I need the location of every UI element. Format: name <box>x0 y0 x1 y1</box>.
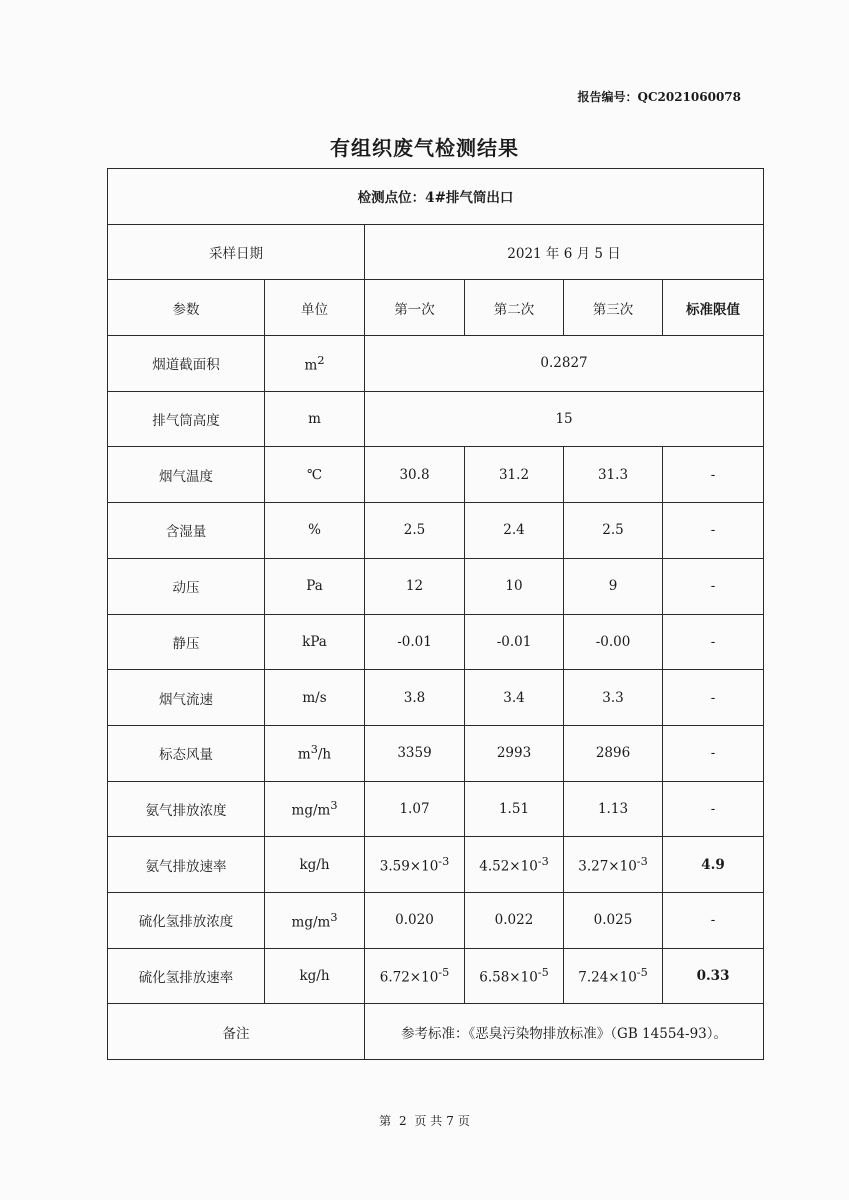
value-cell-3-sup: -3 <box>636 854 648 868</box>
limit-cell <box>663 614 764 670</box>
param-cell <box>108 558 265 614</box>
unit-cell-tail: /h <box>317 746 332 763</box>
value-cell-1 <box>365 670 465 726</box>
table-row <box>108 447 764 503</box>
unit-cell: m <box>265 391 365 447</box>
footer-prefix: 第 <box>379 1114 392 1128</box>
value-cell-2 <box>465 503 564 559</box>
limit-cell <box>663 670 764 726</box>
value-cell-2-text: 1.51 <box>498 800 530 817</box>
value-cell-2 <box>465 892 564 948</box>
param-cell-text: 静压 <box>172 635 200 652</box>
unit-cell-text: ℃ <box>306 466 323 483</box>
param-cell-text: 氨气排放速率 <box>145 858 227 875</box>
limit-cell-text: - <box>710 745 716 762</box>
limit-cell-text: - <box>710 522 716 539</box>
col-header: 第二次 <box>465 280 564 336</box>
limit-cell <box>663 837 764 893</box>
unit-cell-text: mg/m <box>291 914 331 931</box>
param-cell-text: 烟气流速 <box>159 691 213 708</box>
col-header-limit: 标准限值 <box>663 280 764 336</box>
unit-cell <box>265 503 365 559</box>
param-cell <box>108 948 265 1004</box>
value-cell-3 <box>564 725 663 781</box>
value-cell-1-text: 0.020 <box>395 912 434 929</box>
limit-cell-text: - <box>710 912 716 929</box>
param-cell <box>108 670 265 726</box>
limit-cell-text: 4.9 <box>701 856 725 873</box>
param-cell <box>108 725 265 781</box>
value-cell-2-text: -0.01 <box>496 633 532 650</box>
value-cell-2 <box>465 948 564 1004</box>
value-cell-3-text: -0.00 <box>595 633 631 650</box>
footer-page: 2 <box>398 1114 407 1128</box>
value-cell-3 <box>564 558 663 614</box>
limit-cell <box>663 725 764 781</box>
unit-cell-text: m <box>297 746 311 763</box>
unit-sup: 2 <box>317 353 325 367</box>
value-cell-2-text: 31.2 <box>498 466 530 483</box>
col-header: 参数 <box>108 280 265 336</box>
value-cell-2 <box>465 781 564 837</box>
value-cell-1 <box>365 837 465 893</box>
location-row <box>108 169 764 225</box>
param-cell-text: 硫化氢排放速率 <box>138 969 234 986</box>
param-cell <box>108 503 265 559</box>
param-cell-text: 动压 <box>172 580 200 597</box>
limit-cell-text: - <box>710 689 716 706</box>
value-cell-1-text: 3.59×10 <box>379 858 439 875</box>
limit-cell <box>663 503 764 559</box>
table-row <box>108 558 764 614</box>
unit-cell <box>265 614 365 670</box>
unit-cell-sup: 3 <box>330 799 338 813</box>
date-label: 采样日期 <box>108 224 365 280</box>
value-cell-1-sup: -5 <box>438 966 450 980</box>
table-row <box>108 336 764 392</box>
value-cell-2 <box>465 614 564 670</box>
value-cell-2-text: 10 <box>505 578 523 595</box>
value-cell-3 <box>564 670 663 726</box>
value-cell-1-text: 6.72×10 <box>379 969 439 986</box>
param-cell <box>108 447 265 503</box>
param-cell-text: 标态风量 <box>159 747 213 764</box>
value-cell-3-sup: -5 <box>636 966 648 980</box>
footer-mid: 页 共 <box>414 1114 443 1128</box>
param-cell: 烟道截面积 <box>108 336 265 392</box>
unit-cell-text: kg/h <box>299 967 330 984</box>
unit-cell <box>265 670 365 726</box>
value-cell-2 <box>465 725 564 781</box>
value-cell-1 <box>365 614 465 670</box>
param-cell-text: 烟气温度 <box>159 468 213 485</box>
value-cell-1 <box>365 558 465 614</box>
date-row <box>108 224 764 280</box>
table-row <box>108 837 764 893</box>
value-cell-2-text: 2.4 <box>503 522 525 539</box>
table-row <box>108 503 764 559</box>
param-cell-text: 硫化氢排放浓度 <box>138 914 234 931</box>
value-cell-1 <box>365 503 465 559</box>
col-header: 单位 <box>265 280 365 336</box>
value-cell-2-text: 0.022 <box>494 912 534 929</box>
page-title: 有组织废气检测结果 <box>330 136 519 160</box>
value-cell-3 <box>564 503 663 559</box>
param-cell: 排气筒高度 <box>108 391 265 447</box>
location-cell: 检测点位：4#排气筒出口 <box>108 169 764 225</box>
limit-cell <box>663 558 764 614</box>
value-cell-3 <box>564 447 663 503</box>
result-table <box>107 168 764 1060</box>
col-header: 第一次 <box>365 280 465 336</box>
param-cell <box>108 781 265 837</box>
value-cell-3-text: 7.24×10 <box>578 969 637 986</box>
value-cell-3 <box>564 892 663 948</box>
unit-cell-sup: 3 <box>310 743 318 757</box>
value-cell-1-text: 3359 <box>397 745 432 762</box>
value-cell-2-sup: -5 <box>537 966 549 980</box>
limit-cell <box>663 447 764 503</box>
note-value: 参考标准：《恶臭污染物排放标准》（GB 14554-93）。 <box>365 1004 764 1060</box>
unit-cell-sup: 3 <box>330 910 338 924</box>
value-cell-3 <box>564 837 663 893</box>
unit-cell <box>265 447 365 503</box>
limit-cell-text: - <box>710 800 716 817</box>
value-cell-1 <box>365 725 465 781</box>
value-cell-2 <box>465 447 564 503</box>
limit-cell <box>663 948 764 1004</box>
value-cell-2-sup: -3 <box>537 854 549 868</box>
value-cell-3-text: 1.13 <box>597 800 629 817</box>
note-row <box>108 1004 764 1060</box>
limit-cell <box>663 892 764 948</box>
value-cell-1 <box>365 447 465 503</box>
value-cell-3 <box>564 948 663 1004</box>
limit-cell-text: - <box>710 578 716 595</box>
table-row <box>108 670 764 726</box>
unit-cell-text: m/s <box>302 689 327 706</box>
report-number-value: QC2021060078 <box>637 90 741 104</box>
value-cell-2-text: 2993 <box>496 745 532 762</box>
value-cell-1 <box>365 781 465 837</box>
value-cell-3-text: 9 <box>608 578 618 595</box>
value-cell-1 <box>365 948 465 1004</box>
value-cell-1-sup: -3 <box>438 854 450 868</box>
value-cell-2 <box>465 837 564 893</box>
value-cell-3-text: 2896 <box>595 745 631 762</box>
unit-cell <box>265 558 365 614</box>
table-row <box>108 781 764 837</box>
footer-total: 7 <box>446 1114 454 1128</box>
param-cell <box>108 837 265 893</box>
param-cell-text: 氨气排放浓度 <box>145 802 227 819</box>
unit-cell-text: mg/m <box>291 802 331 819</box>
note-label: 备注 <box>108 1004 365 1060</box>
value-cell-2-text: 3.4 <box>503 689 525 706</box>
value-cell-3-text: 3.27×10 <box>578 858 637 875</box>
footer-suffix: 页 <box>457 1114 470 1128</box>
value-cell-3 <box>564 614 663 670</box>
col-header: 第三次 <box>564 280 663 336</box>
limit-cell-text: - <box>710 466 716 483</box>
unit-cell <box>265 837 365 893</box>
param-cell <box>108 614 265 670</box>
value-cell-2-text: 4.52×10 <box>479 858 538 875</box>
value-cell-1 <box>365 892 465 948</box>
unit-cell <box>265 781 365 837</box>
table-row <box>108 614 764 670</box>
value-cell-1-text: 2.5 <box>403 522 426 539</box>
value-cell-1-text: 1.07 <box>399 800 430 817</box>
value-cell: 0.2827 <box>365 336 764 392</box>
value-cell-3-text: 31.3 <box>597 466 629 483</box>
unit-cell-text: kPa <box>302 633 327 650</box>
unit-cell <box>265 892 365 948</box>
value-cell-1-text: 12 <box>405 578 424 595</box>
table-row <box>108 892 764 948</box>
unit-cell <box>265 336 365 392</box>
value-cell-1-text: -0.01 <box>397 633 432 650</box>
value-cell-3-text: 2.5 <box>602 522 624 539</box>
value-cell: 15 <box>365 391 764 447</box>
report-number-label: 报告编号： <box>577 90 638 104</box>
unit-cell <box>265 725 365 781</box>
unit-cell-text: Pa <box>306 578 323 595</box>
page-footer <box>0 1112 849 1129</box>
report-number <box>577 88 741 105</box>
value-cell-2-text: 6.58×10 <box>479 969 538 986</box>
value-cell-1-text: 3.8 <box>403 689 426 706</box>
value-cell-3 <box>564 781 663 837</box>
unit-cell-text: % <box>308 522 321 539</box>
date-value: 2021 年 6 月 5 日 <box>365 224 764 280</box>
limit-cell-text: 0.33 <box>696 967 730 984</box>
header-row <box>108 280 764 336</box>
value-cell-1-text: 30.8 <box>399 466 430 483</box>
value-cell-2 <box>465 670 564 726</box>
param-cell <box>108 892 265 948</box>
table-row <box>108 948 764 1004</box>
value-cell-3-text: 0.025 <box>593 912 633 929</box>
unit-cell <box>265 948 365 1004</box>
table-row <box>108 725 764 781</box>
limit-cell-text: - <box>710 633 716 650</box>
value-cell-3-text: 3.3 <box>602 689 624 706</box>
unit-text: m <box>304 357 318 374</box>
param-cell-text: 含湿量 <box>165 524 207 541</box>
unit-cell-text: kg/h <box>299 856 330 873</box>
value-cell-2 <box>465 558 564 614</box>
table-row <box>108 391 764 447</box>
limit-cell <box>663 781 764 837</box>
